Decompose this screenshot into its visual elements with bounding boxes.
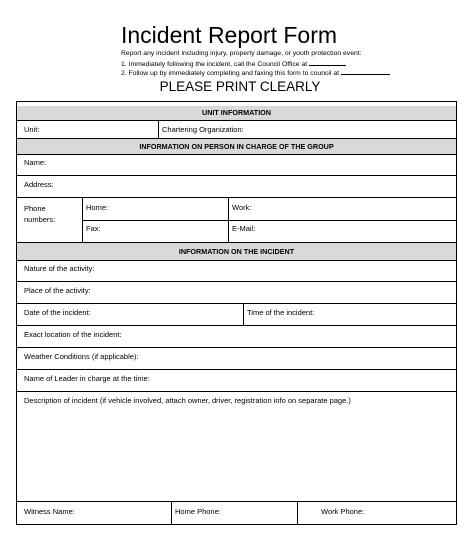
witness-work-phone-field[interactable]: Work Phone: <box>321 507 365 516</box>
row-line <box>17 369 456 370</box>
print-notice: PLEASE PRINT CLEARLY <box>159 79 321 94</box>
place-of-activity-field[interactable]: Place of the activity: <box>24 286 91 295</box>
time-of-incident-field[interactable]: Time of the incident: <box>247 308 315 317</box>
address-field[interactable]: Address: <box>24 180 54 189</box>
row-line <box>82 220 456 221</box>
nature-of-activity-field[interactable]: Nature of the activity: <box>24 264 95 273</box>
person-in-charge-header: INFORMATION ON PERSON IN CHARGE OF THE GROUP <box>17 139 456 154</box>
incident-form <box>16 101 457 525</box>
incident-information-header: INFORMATION ON THE INCIDENT <box>17 243 456 260</box>
instruction-step-2 <box>121 67 390 78</box>
instruction-step-2-text: 2. Follow up by immediately completing and faxing this form to council at <box>121 70 339 77</box>
work-phone-field[interactable]: Work: <box>232 203 252 212</box>
fax-field[interactable]: Fax: <box>86 224 101 233</box>
unit-field[interactable]: Unit: <box>24 125 40 134</box>
chartering-organization-field[interactable]: Chartering Organization: <box>162 125 244 134</box>
name-field[interactable]: Name: <box>24 158 47 167</box>
exact-location-field[interactable]: Exact location of the incident: <box>24 330 122 339</box>
intro-text: Report any incident including injury, property damage, or youth protection event: <box>121 50 362 57</box>
column-divider <box>297 501 298 524</box>
home-phone-field[interactable]: Home: <box>86 203 109 212</box>
row-line <box>17 154 456 155</box>
row-line <box>17 260 456 261</box>
row-line <box>17 347 456 348</box>
column-divider <box>171 501 172 524</box>
row-line <box>17 120 456 121</box>
phone-numbers-label: Phone numbers: <box>24 204 56 224</box>
column-divider <box>243 303 244 325</box>
unit-information-header: UNIT INFORMATION <box>17 106 456 120</box>
date-of-incident-field[interactable]: Date of the incident: <box>24 308 91 317</box>
row-line <box>17 501 456 502</box>
row-line <box>17 325 456 326</box>
row-line <box>17 303 456 304</box>
witness-name-field[interactable]: Witness Name: <box>24 507 75 516</box>
row-line <box>17 281 456 282</box>
row-line <box>17 175 456 176</box>
weather-conditions-field[interactable]: Weather Conditions (if applicable): <box>24 352 139 361</box>
form-title: Incident Report Form <box>121 22 338 48</box>
column-divider <box>158 120 159 138</box>
description-field[interactable]: Description of incident (if vehicle involved, attach owner, driver, registration info on separate page.) <box>24 396 351 405</box>
leader-name-field[interactable]: Name of Leader in charge at the time: <box>24 374 150 383</box>
witness-home-phone-field[interactable]: Home Phone: <box>175 507 221 516</box>
row-line <box>17 391 456 392</box>
instruction-step-1-text: 1. Immediately following the incident, call the Council Office at <box>121 61 308 68</box>
council-fax-blank[interactable] <box>341 67 390 75</box>
email-field[interactable]: E-Mail: <box>232 224 256 233</box>
council-phone-blank[interactable] <box>309 58 346 66</box>
